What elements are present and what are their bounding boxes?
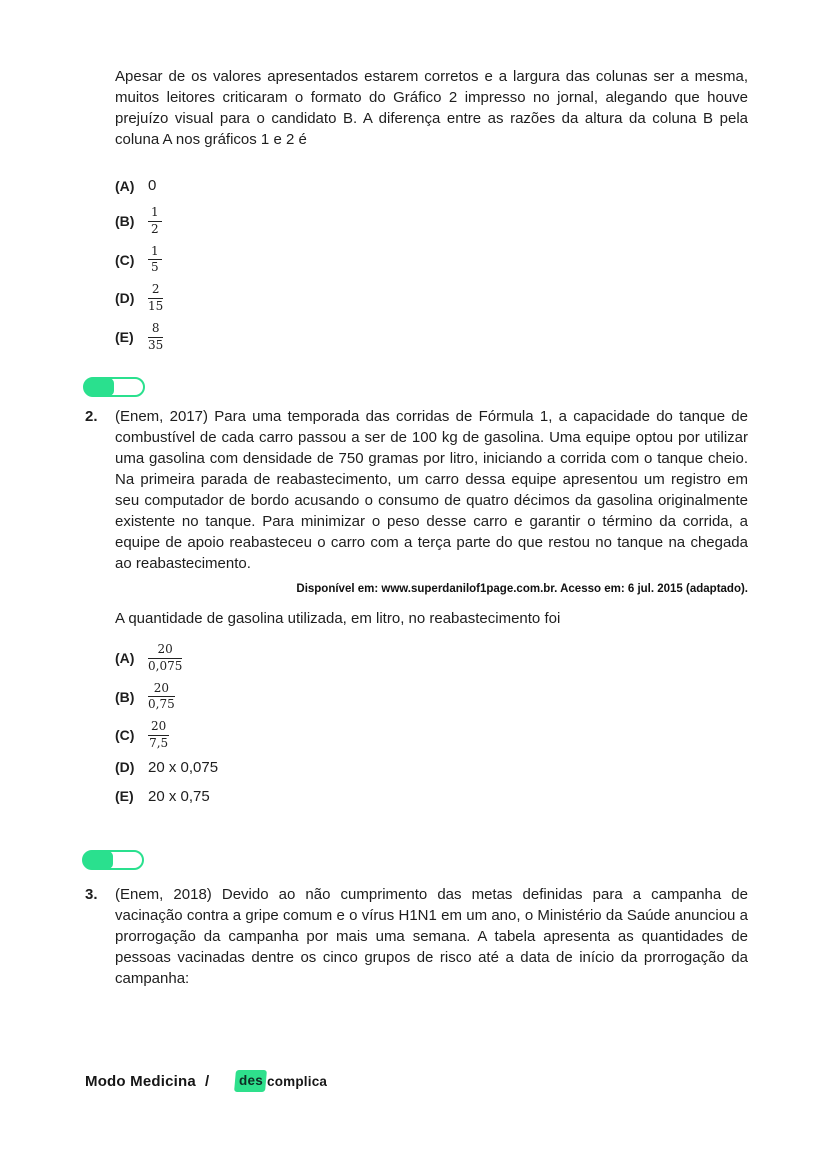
fraction-numerator: 20 [148, 720, 169, 736]
option-label: (E) [115, 329, 134, 346]
option-label: (D) [115, 759, 135, 776]
footer-separator: / [204, 1072, 210, 1090]
fraction-numerator: 20 [148, 682, 175, 698]
question-2-options [115, 643, 748, 805]
fraction-numerator: 1 [148, 206, 162, 222]
fraction [148, 206, 162, 237]
question-2-intro: (Enem, 2017) Para uma temporada das corridas de Fórmula 1, a capacidade do tanque de combustível de cada carro passou a ser de 100 kg de gasolina. Uma equipe optou por utilizar uma gasolina com densidade de 750 gramas por litro, iniciando a corrida com o tanque cheio. Na primeira parada de reabastecimento, um carro dessa equipe apresentou um registro em seu computador de bordo acusando o consumo de quatro décimos da gasolina originalmente existente no tanque. Para minimizar o peso desse carro e garantir o término da corrida, a equipe de apoio reabasteceu o carro com a terça parte do que restou no tanque na chegada ao reabastecimento. [115, 408, 748, 572]
question-2-prompt: A quantidade de gasolina utilizada, em litro, no reabastecimento foi [115, 610, 561, 627]
option-row-e [115, 322, 163, 353]
fraction [148, 322, 163, 353]
page-footer [85, 1070, 327, 1092]
toggle-switch-icon[interactable] [82, 850, 144, 870]
option-value: 20 x 0,075 [148, 758, 219, 776]
question-1-options [115, 177, 163, 360]
option-row-b [115, 682, 748, 713]
option-row-d [115, 283, 163, 314]
footer-brand-text: Modo Medicina [85, 1072, 196, 1090]
option-row-c [115, 720, 748, 751]
option-label: (A) [115, 177, 135, 194]
option-row-c [115, 245, 163, 276]
question-1-intro: Apesar de os valores apresentados estarem corretos e a largura das colunas ser a mesma, muitos leitores criticaram o formato do Gráfico 2 impresso no jornal, alegando que houve prejuízo visual para o candidato B. A diferença entre as razões da altura da coluna B pela coluna A nos gráficos 1 e 2 é [115, 68, 748, 148]
question-3 [85, 884, 748, 989]
option-row-a [115, 643, 748, 674]
descomplica-logo [235, 1070, 327, 1092]
fraction-denominator: 35 [148, 337, 164, 352]
question-2 [85, 406, 748, 817]
fraction-denominator: 0,75 [148, 697, 175, 712]
fraction-numerator: 1 [148, 245, 162, 261]
option-label: (D) [115, 290, 135, 307]
question-3-intro: (Enem, 2018) Devido ao não cumprimento das metas definidas para a campanha de vacinação contra a gripe comum e o vírus H1N1 em um ano, o Ministério da Saúde anunciou a prorrogação da campanha por mais uma semana. A tabela apresenta as quantidades de pessoas vacinadas dentre os cinco grupos de risco até a data de início da prorrogação da campanha: [115, 886, 748, 987]
fraction-denominator: 15 [148, 298, 164, 313]
option-row-b [115, 206, 163, 237]
fraction [148, 245, 162, 276]
toggle-knob [84, 378, 114, 396]
fraction-denominator: 0,075 [148, 658, 183, 673]
option-label: (B) [115, 213, 135, 230]
option-label: (E) [115, 788, 134, 805]
source-citation: Disponível em: www.superdanilof1page.com.br. Acesso em: 6 jul. 2015 (adaptado). [296, 583, 748, 595]
option-row-d [115, 759, 748, 776]
question-number: 3. [85, 886, 98, 903]
option-value: 0 [148, 177, 157, 194]
option-label: (C) [115, 727, 135, 744]
option-label: (A) [115, 650, 135, 667]
option-label: (C) [115, 251, 135, 268]
fraction-denominator: 5 [151, 260, 159, 275]
fraction-numerator: 20 [148, 643, 182, 659]
option-label: (B) [115, 688, 135, 705]
fraction [148, 720, 169, 751]
logo-des-badge: des [234, 1070, 267, 1092]
toggle-knob [83, 851, 113, 869]
fraction-numerator: 2 [148, 283, 163, 299]
option-row-e [115, 788, 748, 805]
fraction-numerator: 8 [148, 322, 163, 338]
fraction-denominator: 2 [151, 221, 159, 236]
option-row-a [115, 177, 163, 194]
fraction [148, 283, 163, 314]
logo-complica-text: complica [266, 1073, 328, 1089]
fraction [148, 643, 182, 674]
option-value: 20 x 0,75 [148, 787, 210, 805]
fraction [148, 682, 175, 713]
fraction-denominator: 7,5 [149, 735, 169, 750]
question-number: 2. [85, 408, 98, 425]
toggle-switch-icon[interactable] [83, 377, 145, 397]
